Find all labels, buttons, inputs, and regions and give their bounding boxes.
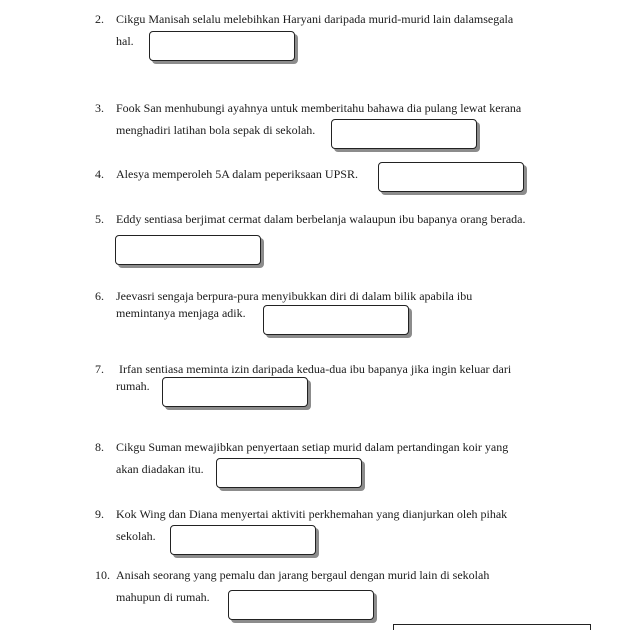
- answer-box[interactable]: [115, 235, 261, 265]
- question-number: 4.: [95, 167, 104, 181]
- question-text: mahupun di rumah.: [116, 590, 210, 604]
- question-text: Cikgu Manisah selalu melebihkan Haryani daripada murid-murid lain dalamsegala: [116, 12, 514, 26]
- question-number: 3.: [95, 101, 104, 115]
- answer-box[interactable]: [216, 458, 362, 488]
- question-text: rumah.: [116, 379, 150, 393]
- question-text: Fook San menhubungi ayahnya untuk memberitahu bahawa dia pulang lewat kerana: [116, 101, 522, 115]
- answer-box[interactable]: [170, 525, 316, 555]
- question-number: 9.: [95, 507, 104, 521]
- question-number: 8.: [95, 440, 104, 454]
- question-text: menghadiri latihan bola sepak di sekolah.: [116, 123, 316, 137]
- question-text: Anisah seorang yang pemalu dan jarang bergaul dengan murid lain di sekolah: [116, 568, 490, 582]
- question-text: Jeevasri sengaja berpura-pura menyibukkan diri di dalam bilik apabila ibu: [116, 289, 473, 303]
- question-number: 5.: [95, 212, 104, 226]
- question-text: Irfan sentiasa meminta izin daripada kedua-dua ibu bapanya jika ingin keluar dari: [119, 362, 512, 376]
- question-number: 2.: [95, 12, 104, 26]
- answer-box[interactable]: [263, 305, 409, 335]
- question-number: 6.: [95, 289, 104, 303]
- question-text: Cikgu Suman mewajibkan penyertaan setiap murid dalam pertandingan koir yang: [116, 440, 509, 454]
- answer-box[interactable]: [149, 31, 295, 61]
- answer-box[interactable]: [331, 119, 477, 149]
- question-text: memintanya menjaga adik.: [116, 306, 246, 320]
- question-text: Kok Wing dan Diana menyertai aktiviti perkhemahan yang dianjurkan oleh pihak: [116, 507, 508, 521]
- answer-box[interactable]: [228, 590, 374, 620]
- question-number: 10.: [95, 568, 110, 582]
- question-text: Eddy sentiasa berjimat cermat dalam berbelanja walaupun ibu bapanya orang berada.: [116, 212, 526, 226]
- question-text: sekolah.: [116, 529, 156, 543]
- answer-box[interactable]: [378, 162, 524, 192]
- next-section-box: [393, 624, 591, 630]
- question-text: akan diadakan itu.: [116, 462, 204, 476]
- question-text: hal.: [116, 34, 134, 48]
- question-number: 7.: [95, 362, 104, 376]
- question-text: Alesya memperoleh 5A dalam peperiksaan UPSR.: [116, 167, 358, 181]
- answer-box[interactable]: [162, 377, 308, 407]
